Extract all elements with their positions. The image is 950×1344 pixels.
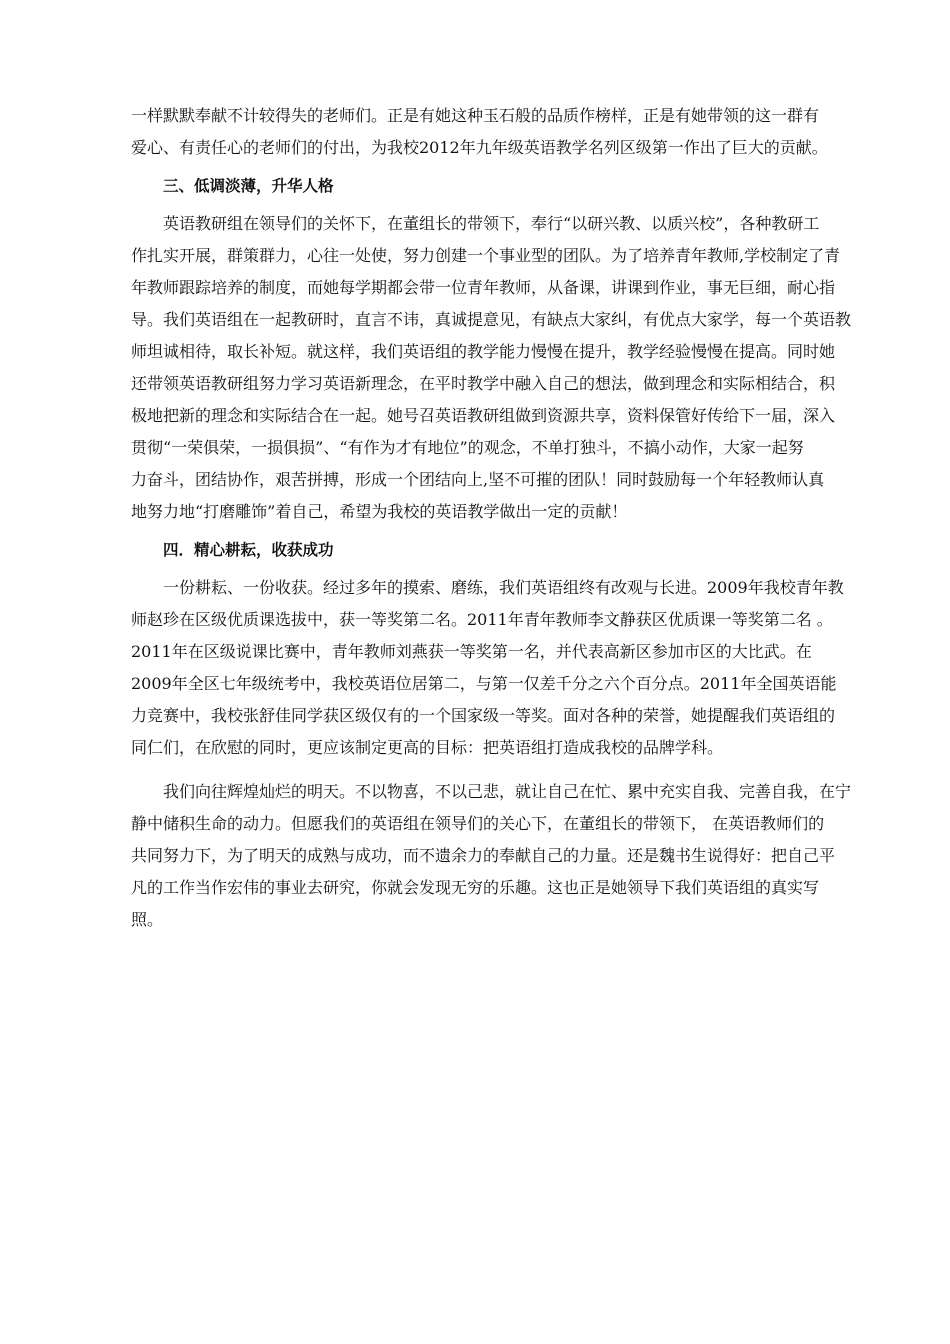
paragraph-line: 我们向往辉煌灿烂的明天。不以物喜，不以己悲，就让自己在忙、累中充实自我、完善自我，在宁 <box>163 782 852 801</box>
paragraph-line: 导。我们英语组在一起教研时，直言不讳，真诚提意见，有缺点大家纠，有优点大家学，每一个英语教 <box>131 310 852 329</box>
paragraph-line: 师赵珍在区级优质课选拔中，获一等奖第二名。2011年青年教师李文静获区优质课一等奖第二名 。 <box>131 610 833 629</box>
paragraph-line: 极地把新的理念和实际结合在一起。她号召英语教研组做到资源共享，资料保管好传给下一届，深入 <box>131 406 836 425</box>
paragraph-line: 静中储积生命的动力。但愿我们的英语组在领导们的关心下，在董组长的带领下， 在英语教师们的 <box>131 814 825 833</box>
paragraph-line: 照。 <box>131 910 164 929</box>
paragraph-line: 还带领英语教研组努力学习英语新理念，在平时教学中融入自己的想法，做到理念和实际相结合，积 <box>131 374 836 393</box>
paragraph-line: 师坦诚相待，取长补短。就这样，我们英语组的教学能力慢慢在提升，教学经验慢慢在提高。同时她 <box>131 342 836 361</box>
paragraph-line: 2011年在区级说课比赛中，青年教师刘燕获一等奖第一名，并代表高新区参加市区的大比武。在 <box>131 642 812 661</box>
paragraph-line: 共同努力下，为了明天的成熟与成功，而不遗余力的奉献自己的力量。还是魏书生说得好：把自己平 <box>131 846 836 865</box>
paragraph-line: 一份耕耘、一份收获。经过多年的摸索、磨练，我们英语组终有改观与长进。2009年我校青年教 <box>163 578 844 597</box>
paragraph-line: 2009年全区七年级统考中，我校英语位居第二，与第一仅差千分之六个百分点。2011年全国英语能 <box>131 674 837 693</box>
paragraph-line: 爱心、有责任心的老师们的付出，为我校2012年九年级英语教学名列区级第一作出了巨大的贡献。 <box>131 138 828 157</box>
paragraph-line: 作扎实开展，群策群力，心往一处使，努力创建一个事业型的团队。为了培养青年教师,学校制定了青 <box>131 246 841 265</box>
paragraph-line: 地努力地“打磨雕饰”着自己，希望为我校的英语教学做出一定的贡献！ <box>131 502 628 521</box>
paragraph-line: 贯彻“一荣俱荣，一损俱损”、“有作为才有地位”的观念，不单打独斗，不搞小动作，大家一起努 <box>131 438 804 457</box>
section-heading-4: 四．精心耕耘，收获成功 <box>163 541 334 559</box>
paragraph-line: 同仁们，在欣慰的同时，更应该制定更高的目标：把英语组打造成我校的品牌学科。 <box>131 738 724 757</box>
paragraph-line: 凡的工作当作宏伟的事业去研究，你就会发现无穷的乐趣。这也正是她领导下我们英语组的真实写 <box>131 878 820 897</box>
paragraph-line: 一样默默奉献不计较得失的老师们。正是有她这种玉石般的品质作榜样，正是有她带领的这一群有 <box>131 106 820 125</box>
paragraph-line: 力竞赛中，我校张舒佳同学获区级仅有的一个国家级一等奖。面对各种的荣誉，她提醒我们英语组的 <box>131 706 836 725</box>
section-heading-3: 三、低调淡薄，升华人格 <box>163 177 334 195</box>
paragraph-line: 英语教研组在领导们的关怀下，在董组长的带领下，奉行“以研兴教、以质兴校”，各种教研工 <box>163 214 820 233</box>
paragraph-line: 力奋斗，团结协作，艰苦拼搏，形成一个团结向上,坚不可摧的团队！同时鼓励每一个年轻教师认真 <box>131 470 825 489</box>
paragraph-line: 年教师跟踪培养的制度，而她每学期都会带一位青年教师，从备课，讲课到作业，事无巨细，耐心指 <box>131 278 836 297</box>
